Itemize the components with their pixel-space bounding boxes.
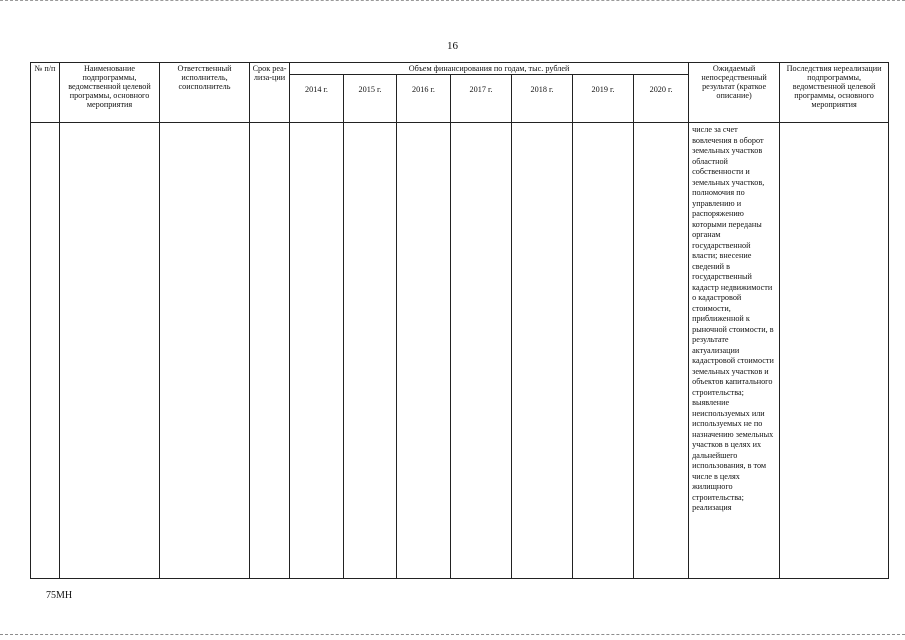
year-header: 2017 г.	[451, 75, 512, 123]
cell-consequences	[780, 123, 889, 579]
header-consequences: Последствия нереализации подпрограммы, ведомственной целевой программы, основного мероприятия	[780, 63, 889, 123]
cell-executor	[160, 123, 250, 579]
cell-year	[290, 123, 344, 579]
header-num: № п/п	[31, 63, 60, 123]
cell-num	[31, 123, 60, 579]
cell-year	[573, 123, 634, 579]
cell-year	[451, 123, 512, 579]
year-header: 2019 г.	[573, 75, 634, 123]
header-financing: Объем финансирования по годам, тыс. рублей	[290, 63, 689, 75]
financing-table	[30, 62, 889, 579]
header-executor: Ответственный исполнитель, соисполнитель	[160, 63, 250, 123]
header-expected-result: Ожидаемый непосредственный результат (краткое описание)	[689, 63, 780, 123]
cell-year	[397, 123, 451, 579]
page-number: 16	[447, 40, 458, 52]
year-header: 2014 г.	[290, 75, 344, 123]
cell-year	[634, 123, 689, 579]
cell-name	[60, 123, 160, 579]
header-row	[31, 63, 889, 75]
cell-year	[512, 123, 573, 579]
year-header: 2018 г.	[512, 75, 573, 123]
scan-edge-top	[0, 0, 905, 3]
table-row	[31, 123, 889, 579]
year-header: 2016 г.	[397, 75, 451, 123]
year-header: 2015 г.	[344, 75, 397, 123]
header-term: Срок реа-лиза-ции	[250, 63, 290, 123]
scan-edge-bottom	[0, 634, 905, 637]
cell-expected-result: числе за счет вовлечения в оборот земельных участков областной собственности и земельных участков, полномочия по управлению и распоряжению которыми переданы органам государственной власти; внесение сведений в государственный кадастр недвижимости о кадастровой стоимости, приближенной к рыночной стоимости, в результате актуализации кадастровой стоимости земельных участков и объектов капитального строительства; выявление неиспользуемых или используемых не по назначению земельных участков в целях их дальнейшего использования, в том числе в целях жилищного строительства; реализация	[689, 123, 780, 579]
document-code: 75МН	[46, 590, 73, 601]
header-name: Наименование подпрограммы, ведомственной целевой программы, основного мероприятия	[60, 63, 160, 123]
year-header: 2020 г.	[634, 75, 689, 123]
cell-year	[344, 123, 397, 579]
cell-term	[250, 123, 290, 579]
